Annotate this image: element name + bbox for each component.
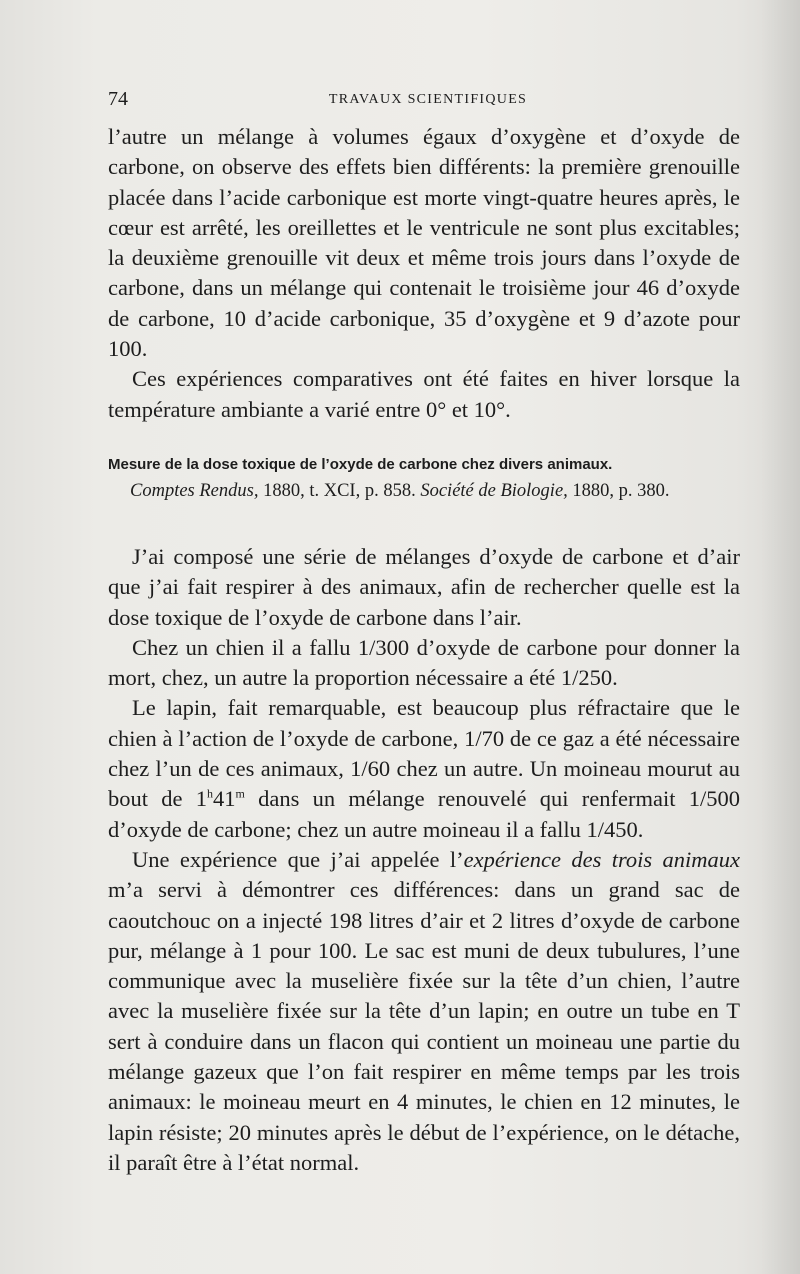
minute-superscript: m	[235, 786, 245, 801]
citation-journal-2: Société de Biologie,	[420, 481, 568, 501]
paragraph-5-part-b: dans un mélange renouvelé qui renfermait 1/500 d’oxyde de carbone; chez un autre moineau il a fallu 1/450.	[108, 786, 740, 842]
page-number: 74	[108, 88, 128, 110]
paragraph-1: l’autre un mélange à volumes égaux d’oxygène et d’oxyde de carbone, on observe des effets bien différents: la première grenouille placée dans l’acide carbonique est morte vingt-quatre heures après, le cœur est arrêté, les oreillettes et le ventricule ne sont plus excitables; la deuxième grenouille vit deux et même trois jours dans l’oxyde de carbone, dans un mélange qui contenait le troisième jour 46 d’oxyde de carbone, 10 d’acide carbonique, 35 d’oxygène et 9 d’azote pour 100.	[108, 124, 740, 362]
body-text-bottom	[108, 542, 740, 1178]
citation-journal-1: Comptes Rendus,	[130, 481, 259, 501]
paragraph-6-part-b: m’a servi à démontrer ces différences: dans un grand sac de caoutchouc on a injecté 198 litres d’air et 2 litres d’oxyde de carbone pur, mélange à 1 pour 100. Le sac est muni de deux tubulures, l’une communique avec la muselière fixée sur la tête d’un chien, l’autre avec la muselière fixée sur la tête d’un lapin; en outre un tube en T sert à conduire dans un flacon qui contient un moineau une partie du mélange gazeux que l’on fait respirer en même temps par les trois animaux: le moineau meurt en 4 minutes, le chien en 12 minutes, le lapin résiste; 20 minutes après le début de l’expérience, on le détache, il paraît être à l’état normal.	[108, 877, 740, 1175]
paragraph-4: Chez un chien il a fallu 1/300 d’oxyde de carbone pour donner la mort, chez, un autre la proportion nécessaire a été 1/250.	[108, 634, 740, 691]
paragraph-6-part-a: Une expérience que j’ai appelée l’	[132, 846, 464, 872]
page-header	[108, 88, 748, 114]
paragraph-3: J’ai composé une série de mélanges d’oxyde de carbone et d’air que j’ai fait respirer à des animaux, afin de rechercher quelle est la dose toxique de l’oxyde de carbone dans l’air.	[108, 544, 740, 630]
citation-details-1: 1880, t. XCI, p. 858.	[263, 481, 416, 501]
section-title: Mesure de la dose toxique de l’oxyde de carbone chez divers animaux.	[108, 456, 613, 473]
hour-superscript: h	[207, 786, 213, 801]
paragraph-6-emphasis: expérience des trois animaux	[463, 846, 740, 872]
page-edge-shadow	[760, 0, 800, 1274]
citation	[108, 478, 748, 505]
paragraph-5	[108, 693, 740, 844]
citation-details-2: 1880, p. 380.	[572, 481, 670, 501]
paragraph-2: Ces expériences comparatives ont été faites en hiver lorsque la température ambiante a varié entre 0° et 10°.	[108, 366, 740, 422]
running-head: TRAVAUX SCIENTIFIQUES	[328, 92, 528, 107]
body-text-top	[108, 122, 740, 425]
paragraph-5-minutes: 41	[213, 786, 236, 812]
paragraph-6	[108, 845, 740, 1178]
paragraph-5-part-a: Le lapin, fait remarquable, est beaucoup plus réfractaire que le chien à l’action de l’oxyde de carbone, 1/70 de ce gaz a été nécessaire chez l’un de ces animaux, 1/60 chez un autre. Un moineau mourut au bout de 1	[108, 695, 740, 812]
